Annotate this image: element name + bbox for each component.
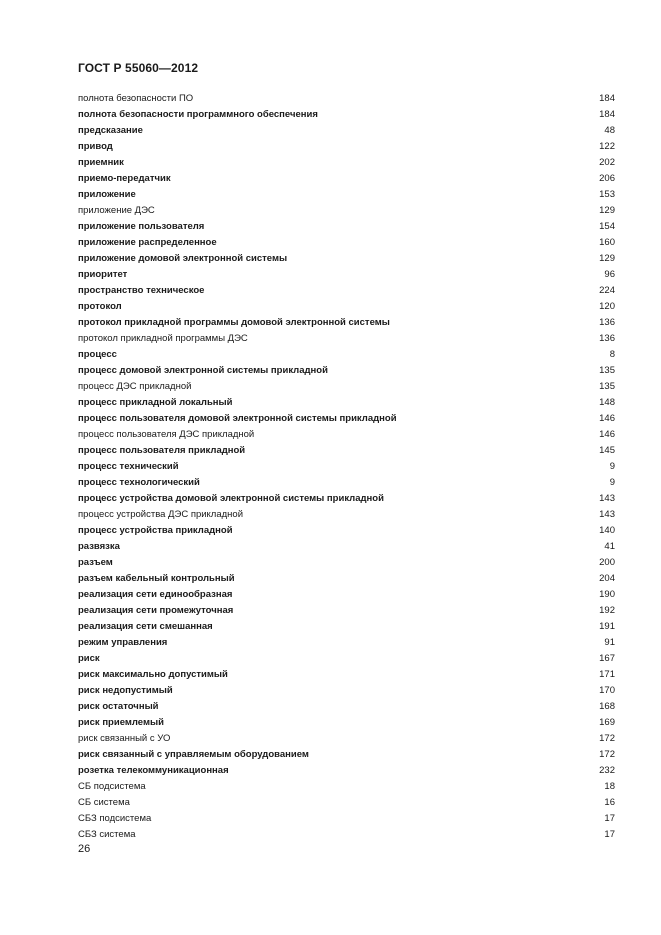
index-page-ref: 136 [599, 317, 615, 328]
index-page-ref: 146 [599, 429, 615, 440]
index-page-ref: 171 [599, 669, 615, 680]
index-page-ref: 129 [599, 205, 615, 216]
index-term: риск остаточный [78, 701, 159, 712]
index-entry [78, 603, 615, 619]
index-page-ref: 135 [599, 381, 615, 392]
index-entry [78, 667, 615, 683]
index-page-ref: 172 [599, 749, 615, 760]
index-page-ref: 191 [599, 621, 615, 632]
index-entry [78, 747, 615, 763]
index-entry [78, 443, 615, 459]
index-page-ref: 160 [599, 237, 615, 248]
index-term: риск максимально допустимый [78, 669, 228, 680]
index-page-ref: 129 [599, 253, 615, 264]
index-page-ref: 16 [604, 797, 615, 808]
index-term: процесс домовой электронной системы прикладной [78, 365, 328, 376]
index-term: процесс устройства ДЭС прикладной [78, 509, 244, 520]
index-page-ref: 200 [599, 557, 615, 568]
index-term: режим управления [78, 637, 168, 648]
index-entry [78, 763, 615, 779]
index-entry [78, 619, 615, 635]
index-entry [78, 331, 615, 347]
index-page-ref: 154 [599, 221, 615, 232]
index-term: полнота безопасности ПО [78, 93, 194, 104]
index-term: приложение домовой электронной системы [78, 253, 288, 264]
index-term: приложение пользователя [78, 221, 205, 232]
index-term: пространство техническое [78, 285, 205, 296]
index-term: приемник [78, 157, 124, 168]
index-page-ref: 184 [599, 109, 615, 120]
index-page-ref: 224 [599, 285, 615, 296]
index-entry [78, 459, 615, 475]
index-term: реализация сети смешанная [78, 621, 213, 632]
index-page-ref: 135 [599, 365, 615, 376]
index-page-ref: 8 [609, 349, 615, 360]
index-entry [78, 251, 615, 267]
index-page-ref: 146 [599, 413, 615, 424]
index-page-ref: 206 [599, 173, 615, 184]
index-entry [78, 123, 615, 139]
index-term: СБ подсистема [78, 781, 146, 792]
index-page-ref: 153 [599, 189, 615, 200]
index-entry [78, 267, 615, 283]
index-entry [78, 299, 615, 315]
index-page-ref: 140 [599, 525, 615, 536]
index-entry [78, 683, 615, 699]
index-term: развязка [78, 541, 120, 552]
index-term: СБЗ система [78, 829, 136, 840]
index-entry [78, 571, 615, 587]
index-term: процесс пользователя домовой электронной системы прикладной [78, 413, 397, 424]
index-entry [78, 699, 615, 715]
index-page-ref: 232 [599, 765, 615, 776]
index-page-ref: 17 [604, 829, 615, 840]
index-page-ref: 91 [604, 637, 615, 648]
index-page-ref: 169 [599, 717, 615, 728]
index-page-ref: 204 [599, 573, 615, 584]
index-entry [78, 491, 615, 507]
index-page-ref: 136 [599, 333, 615, 344]
index-term: привод [78, 141, 113, 152]
index-entry [78, 475, 615, 491]
index-page-ref: 18 [604, 781, 615, 792]
index-entry [78, 315, 615, 331]
index-page-ref: 190 [599, 589, 615, 600]
index-page-ref: 9 [609, 477, 615, 488]
index-entry [78, 811, 615, 827]
index-term: процесс пользователя ДЭС прикладной [78, 429, 255, 440]
index-page-ref: 48 [604, 125, 615, 136]
index-term: риск приемлемый [78, 717, 164, 728]
index-page-ref: 148 [599, 397, 615, 408]
index-page-ref: 168 [599, 701, 615, 712]
index-term: приоритет [78, 269, 128, 280]
index-entry [78, 187, 615, 203]
index-page-ref: 17 [604, 813, 615, 824]
index-entry [78, 139, 615, 155]
index-entry [78, 171, 615, 187]
index-term: процесс технологический [78, 477, 200, 488]
index-term: процесс устройства домовой электронной системы прикладной [78, 493, 384, 504]
index-entry [78, 715, 615, 731]
subject-index [78, 91, 615, 843]
index-entry [78, 587, 615, 603]
index-entry [78, 827, 615, 843]
document-header: ГОСТ Р 55060—2012 [78, 61, 199, 75]
index-page-ref: 143 [599, 509, 615, 520]
index-term: разъем [78, 557, 113, 568]
index-entry [78, 795, 615, 811]
index-page-ref: 9 [609, 461, 615, 472]
index-term: протокол прикладной программы домовой электронной системы [78, 317, 390, 328]
index-entry [78, 91, 615, 107]
index-term: полнота безопасности программного обеспечения [78, 109, 318, 120]
index-page-ref: 167 [599, 653, 615, 664]
index-term: розетка телекоммуникационная [78, 765, 229, 776]
index-term: разъем кабельный контрольный [78, 573, 235, 584]
index-term: процесс прикладной локальный [78, 397, 233, 408]
index-term: риск связанный с УО [78, 733, 171, 744]
index-term: приложение [78, 189, 136, 200]
index-entry [78, 539, 615, 555]
index-term: приложение распределенное [78, 237, 217, 248]
index-entry [78, 779, 615, 795]
index-page-ref: 202 [599, 157, 615, 168]
index-entry [78, 523, 615, 539]
index-term: СБЗ подсистема [78, 813, 152, 824]
index-page-ref: 120 [599, 301, 615, 312]
index-entry [78, 555, 615, 571]
index-entry [78, 635, 615, 651]
index-term: риск [78, 653, 100, 664]
index-page-ref: 170 [599, 685, 615, 696]
index-entry [78, 395, 615, 411]
index-term: приемо-передатчик [78, 173, 171, 184]
index-term: предсказание [78, 125, 143, 136]
index-term: протокол прикладной программы ДЭС [78, 333, 248, 344]
page-number: 26 [78, 843, 91, 855]
index-entry [78, 235, 615, 251]
index-entry [78, 507, 615, 523]
index-entry [78, 379, 615, 395]
index-term: реализация сети промежуточная [78, 605, 234, 616]
index-entry [78, 651, 615, 667]
index-entry [78, 731, 615, 747]
index-term: процесс технический [78, 461, 179, 472]
index-entry [78, 203, 615, 219]
index-page-ref: 122 [599, 141, 615, 152]
index-term: процесс [78, 349, 117, 360]
index-term: СБ система [78, 797, 130, 808]
index-entry [78, 155, 615, 171]
index-entry [78, 107, 615, 123]
index-term: риск связанный с управляемым оборудованием [78, 749, 309, 760]
index-term: процесс пользователя прикладной [78, 445, 246, 456]
index-page-ref: 41 [604, 541, 615, 552]
index-entry [78, 347, 615, 363]
index-entry [78, 427, 615, 443]
index-page-ref: 184 [599, 93, 615, 104]
index-page-ref: 172 [599, 733, 615, 744]
index-term: приложение ДЭС [78, 205, 155, 216]
index-entry [78, 219, 615, 235]
index-page-ref: 192 [599, 605, 615, 616]
index-term: процесс устройства прикладной [78, 525, 233, 536]
index-page-ref: 96 [604, 269, 615, 280]
index-term: риск недопустимый [78, 685, 173, 696]
index-term: протокол [78, 301, 122, 312]
index-term: реализация сети единообразная [78, 589, 233, 600]
index-page-ref: 145 [599, 445, 615, 456]
index-term: процесс ДЭС прикладной [78, 381, 192, 392]
index-entry [78, 363, 615, 379]
index-page-ref: 143 [599, 493, 615, 504]
index-entry [78, 283, 615, 299]
index-entry [78, 411, 615, 427]
